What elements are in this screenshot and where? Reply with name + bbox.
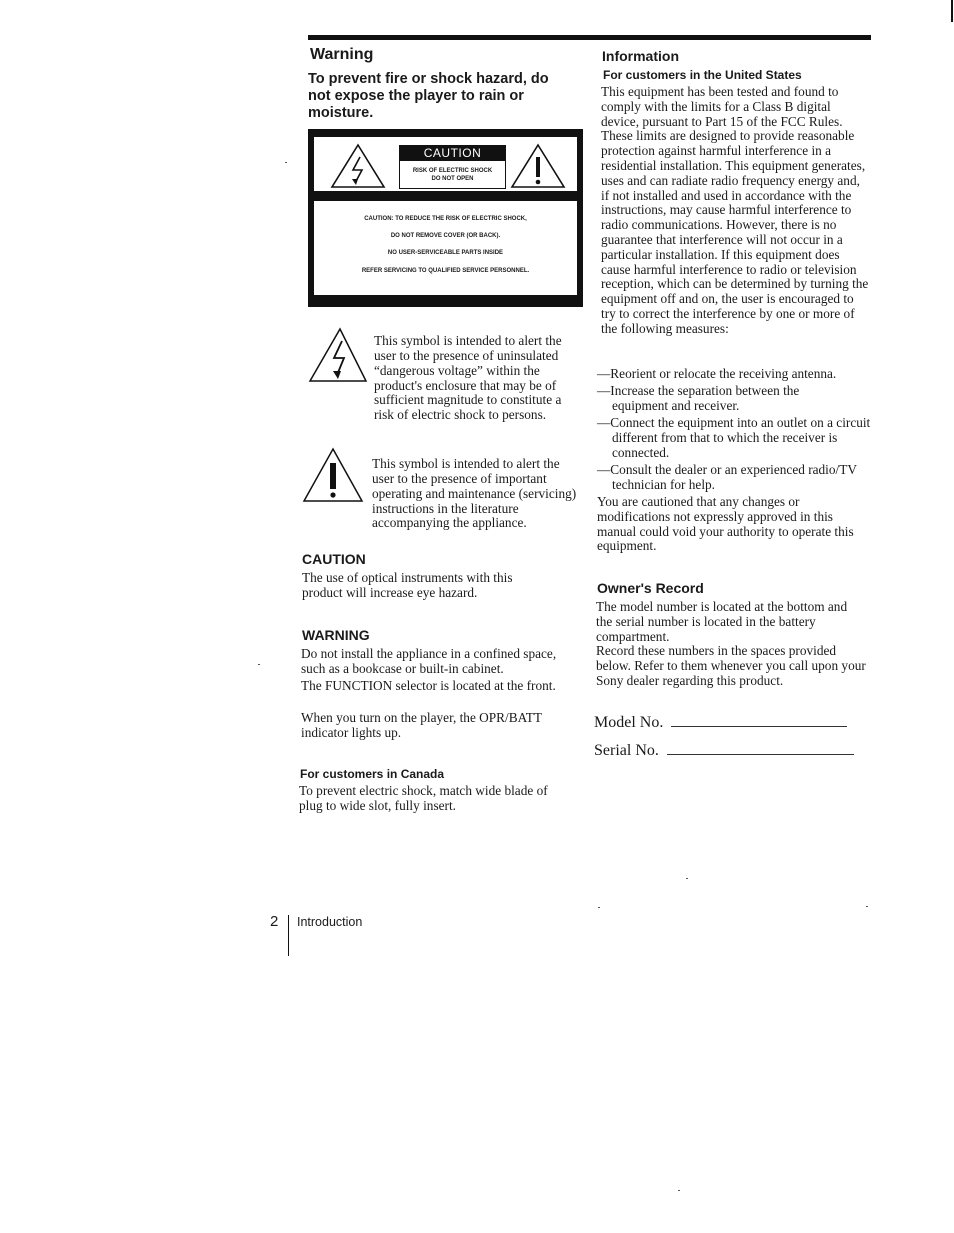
warning2-text-3: When you turn on the player, the OPR/BATT indicator lights up. — [301, 710, 542, 740]
footer-section: Introduction — [297, 915, 363, 929]
risk-line-1: RISK OF ELECTRIC SHOCK — [412, 168, 493, 174]
label-line-1: CAUTION: TO REDUCE THE RISK OF ELECTRIC SHOCK, — [364, 216, 527, 222]
information-title: Information — [602, 48, 679, 64]
owners-record-text-1: The model number is located at the bottom and the serial number is located in the battery compartment. — [596, 599, 848, 644]
scan-speck — [678, 1190, 680, 1191]
scan-speck — [686, 878, 688, 879]
scan-speck — [598, 907, 600, 908]
caution-label-top — [314, 137, 577, 191]
page-number: 2 — [270, 913, 279, 930]
caution-center-panel — [399, 145, 506, 189]
exclamation-triangle-icon — [510, 143, 566, 189]
scan-speck — [285, 162, 287, 163]
scan-speck — [866, 906, 868, 907]
caution-title: CAUTION — [302, 551, 366, 567]
label-line-4: REFER SERVICING TO QUALIFIED SERVICE PERSONNEL. — [361, 268, 530, 274]
exclamation-symbol-text: This symbol is intended to alert the user to the presence of important operating and maintenance (servicing) instructions in the literature accompanying the appliance. — [372, 456, 577, 531]
lightning-symbol-icon — [308, 327, 368, 383]
information-bullet-1: —Reorient or relocate the receiving antenna. — [597, 366, 837, 381]
lightning-triangle-icon — [330, 143, 386, 189]
label-line-3: NO USER-SERVICEABLE PARTS INSIDE — [387, 250, 504, 256]
model-number-row — [594, 714, 847, 732]
serial-number-row — [594, 742, 854, 760]
warning-title: Warning — [310, 46, 374, 63]
information-text: This equipment has been tested and found to comply with the limits for a Class B digital device, pursuant to Part 15 of the FCC Rules. These limits are designed to provide reasonable protection against harmful interference in a residential installation. This equipment generates, uses and can radiate radio frequency energy and, if not installed and used in accordance with the instructions, may cause harmful interference to radio communications. However, there is no guarantee that interference will not occur in a particular installation. If this equipment does cause harmful interference to radio or television reception, which can be determined by turning the equipment off and on, the user is encouraged to try to correct the interference by one or more of the following measures: — [601, 84, 869, 336]
canada-text: To prevent electric shock, match wide blade of plug to wide slot, fully insert. — [299, 783, 548, 813]
warning-subtitle: To prevent fire or shock hazard, do not expose the player to rain or moisture. — [308, 71, 549, 121]
canada-title: For customers in Canada — [300, 767, 445, 781]
footer-divider — [288, 915, 289, 956]
information-bullet-3: —Connect the equipment into an outlet on a circuit different from that to which the receiver is connected. — [597, 415, 871, 460]
information-subtitle: For customers in the United States — [603, 68, 802, 82]
edge-mark — [951, 0, 953, 22]
owners-record-title: Owner's Record — [597, 580, 704, 596]
warning2-text-2: The FUNCTION selector is located at the front. — [301, 678, 556, 693]
caution-label — [308, 129, 583, 307]
risk-text — [400, 167, 505, 183]
serial-number-label: Serial No. — [594, 742, 659, 759]
warning2-title: WARNING — [302, 627, 370, 643]
scan-speck — [258, 664, 260, 665]
information-closing: You are cautioned that any changes or modifications not expressly approved in this manual could void your authority to operate this equipment. — [597, 494, 854, 554]
exclamation-symbol-icon — [302, 447, 364, 503]
warning2-text-1: Do not install the appliance in a confined space, such as a bookcase or built-in cabinet. — [301, 646, 557, 676]
information-bullet-4: —Consult the dealer or an experienced radio/TV technician for help. — [597, 462, 857, 492]
header-rule — [308, 35, 871, 40]
caution-label-bottom — [314, 201, 577, 295]
caution-head: CAUTION — [400, 146, 505, 161]
caution-text: The use of optical instruments with this product will increase eye hazard. — [302, 570, 513, 600]
lightning-symbol-text: This symbol is intended to alert the user to the presence of uninsulated “dangerous voltage” within the product's enclosure that may be of sufficient magnitude to constitute a risk of electric shock to persons. — [374, 333, 562, 423]
risk-line-2: DO NOT OPEN — [431, 176, 474, 182]
owners-record-text-2: Record these numbers in the spaces provided below. Refer to them whenever you call upon your Sony dealer regarding this product. — [596, 643, 866, 688]
label-line-2: DO NOT REMOVE COVER (OR BACK). — [390, 233, 501, 239]
model-number-label: Model No. — [594, 714, 664, 731]
model-number-blank[interactable] — [671, 725, 847, 727]
information-bullet-2: —Increase the separation between the equipment and receiver. — [597, 383, 800, 413]
serial-number-blank[interactable] — [667, 753, 854, 755]
